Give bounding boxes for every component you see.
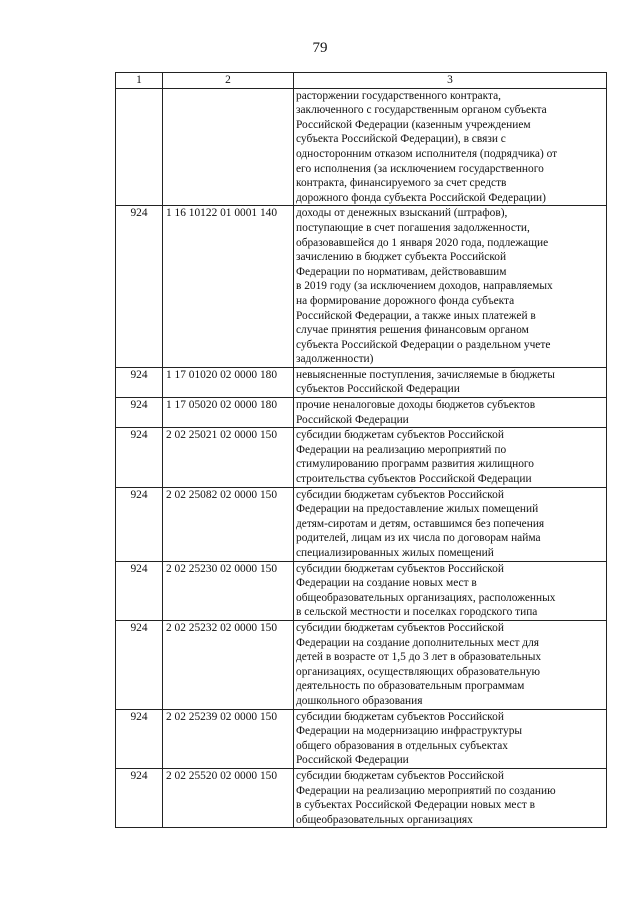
description-line: доходы от денежных взысканий (штрафов), — [296, 207, 508, 220]
description-line: специализированных жилых помещений — [296, 547, 494, 559]
description-line: заключенного с государственным органом субъекта — [296, 104, 547, 117]
table-body — [116, 88, 607, 828]
description-line: общеобразовательных организациях — [296, 813, 473, 826]
description-line: субсидии бюджетам субъектов Российской — [296, 562, 504, 575]
revenue-description-cell — [294, 709, 607, 768]
description-line: Федерации на предоставление жилых помещений — [296, 503, 539, 516]
description-line: расторжении государственного контракта, — [296, 89, 501, 102]
revenue-description-cell — [294, 367, 607, 397]
description-line: субсидии бюджетам субъектов Российской — [296, 710, 504, 723]
budget-classification-code-cell: 2 02 25021 02 0000 150 — [163, 428, 294, 487]
description-line: дорожного фонда субъекта Российской Федерации) — [296, 191, 546, 204]
description-line: субъектов Российской Федерации — [296, 383, 460, 396]
description-line: общего образования в отдельных субъектах — [296, 739, 508, 752]
description-line: в субъектах Российской Федерации новых мест в — [296, 799, 536, 812]
budget-classification-code-cell: 2 02 25232 02 0000 150 — [163, 620, 294, 709]
description-line: в сельской местности и поселках городского типа — [296, 606, 538, 619]
description-line: его исполнения (за исключением государственного — [296, 162, 544, 175]
table-row — [116, 428, 607, 487]
budget-classification-code-cell: 2 02 25239 02 0000 150 — [163, 709, 294, 768]
description-line: субсидии бюджетам субъектов Российской — [296, 769, 504, 782]
description-line: образовавшейся до 1 января 2020 года, подлежащие — [296, 236, 549, 249]
description-line: Федерации по нормативам, действовавшим — [296, 265, 507, 278]
description-line: субъекта Российской Федерации), в связи с — [296, 133, 506, 146]
budget-classification-code-cell: 1 17 05020 02 0000 180 — [163, 398, 294, 428]
table-row — [116, 487, 607, 561]
description-line: субъекта Российской Федерации о раздельном учете — [296, 338, 551, 351]
table-row — [116, 367, 607, 397]
description-line: родителей, лицам из их числа по договорам найма — [296, 532, 541, 545]
admin-code-cell: 924 — [116, 367, 163, 397]
budget-classification-code-cell: 1 17 01020 02 0000 180 — [163, 367, 294, 397]
budget-classification-code-cell: 1 16 10122 01 0001 140 — [163, 206, 294, 368]
description-line: односторонним отказом исполнителя (подрядчика) от — [296, 147, 558, 160]
description-line: субсидии бюджетам субъектов Российской — [296, 621, 504, 634]
revenue-description-cell — [294, 206, 607, 368]
description-line: невыясненные поступления, зачисляемые в бюджеты — [296, 368, 555, 381]
revenue-description-cell — [294, 620, 607, 709]
description-line: Российской Федерации — [296, 413, 409, 426]
description-line: стимулированию программ развития жилищного — [296, 458, 534, 471]
description-line: детей в возрасте от 1,5 до 3 лет в образовательных — [296, 651, 542, 664]
revenue-description-cell — [294, 768, 607, 827]
table-row — [116, 88, 607, 206]
table-row — [116, 768, 607, 827]
description-line: деятельность по образовательным программам — [296, 680, 525, 693]
table-row — [116, 709, 607, 768]
description-line: детям-сиротам и детям, оставшимся без попечения — [296, 517, 545, 530]
admin-code-cell: 924 — [116, 487, 163, 561]
table-header-row — [116, 73, 607, 89]
description-line: контракта, финансируемого за счет средств — [296, 177, 507, 190]
description-line: Российской Федерации — [296, 754, 409, 767]
description-line: случае принятия решения финансовым органом — [296, 324, 529, 337]
admin-code-cell: 924 — [116, 620, 163, 709]
description-line: строительства субъектов Российской Федерации — [296, 473, 532, 486]
table-row — [116, 398, 607, 428]
revenue-description-cell — [294, 398, 607, 428]
table-row — [116, 620, 607, 709]
description-line: задолженности) — [296, 353, 374, 366]
revenue-description-cell — [294, 487, 607, 561]
budget-classification-code-cell: 2 02 25520 02 0000 150 — [163, 768, 294, 827]
column-header-3: 3 — [294, 73, 607, 89]
revenue-description-cell — [294, 561, 607, 620]
description-line: поступающие в счет погашения задолженности, — [296, 221, 530, 234]
budget-classification-code-cell: 2 02 25082 02 0000 150 — [163, 487, 294, 561]
description-line: зачислению в бюджет субъекта Российской — [296, 251, 507, 264]
description-line: Федерации на реализацию мероприятий по созданию — [296, 784, 556, 797]
description-line: субсидии бюджетам субъектов Российской — [296, 488, 504, 501]
description-line: прочие неналоговые доходы бюджетов субъектов — [296, 399, 536, 412]
budget-classification-code-cell — [163, 88, 294, 206]
column-header-2: 2 — [163, 73, 294, 89]
admin-code-cell: 924 — [116, 561, 163, 620]
admin-code-cell: 924 — [116, 709, 163, 768]
description-line: Федерации на создание новых мест в — [296, 577, 477, 590]
table-row — [116, 206, 607, 368]
description-line: на формирование дорожного фонда субъекта — [296, 294, 515, 307]
admin-code-cell: 924 — [116, 428, 163, 487]
table-row — [116, 561, 607, 620]
description-line: в 2019 году (за исключением доходов, направляемых — [296, 280, 553, 293]
description-line: дошкольного образования — [296, 694, 423, 707]
description-line: Федерации на реализацию мероприятий по — [296, 443, 507, 456]
description-line: организациях, осуществляющих образовательную — [296, 665, 541, 678]
revenue-description-cell — [294, 428, 607, 487]
admin-code-cell: 924 — [116, 206, 163, 368]
description-line: общеобразовательных организациях, расположенных — [296, 591, 556, 604]
revenue-codes-table — [115, 72, 607, 828]
description-line: Российской Федерации, а также иных платежей в — [296, 309, 536, 322]
admin-code-cell: 924 — [116, 398, 163, 428]
description-line: Российской Федерации (казенным учреждением — [296, 118, 531, 131]
page-number: 79 — [312, 40, 328, 56]
description-line: субсидии бюджетам субъектов Российской — [296, 429, 504, 442]
description-line: Федерации на создание дополнительных мест для — [296, 636, 539, 649]
admin-code-cell — [116, 88, 163, 206]
revenue-description-cell — [294, 88, 607, 206]
column-header-1: 1 — [116, 73, 163, 89]
description-line: Федерации на модернизацию инфраструктуры — [296, 725, 523, 738]
budget-classification-code-cell: 2 02 25230 02 0000 150 — [163, 561, 294, 620]
admin-code-cell: 924 — [116, 768, 163, 827]
